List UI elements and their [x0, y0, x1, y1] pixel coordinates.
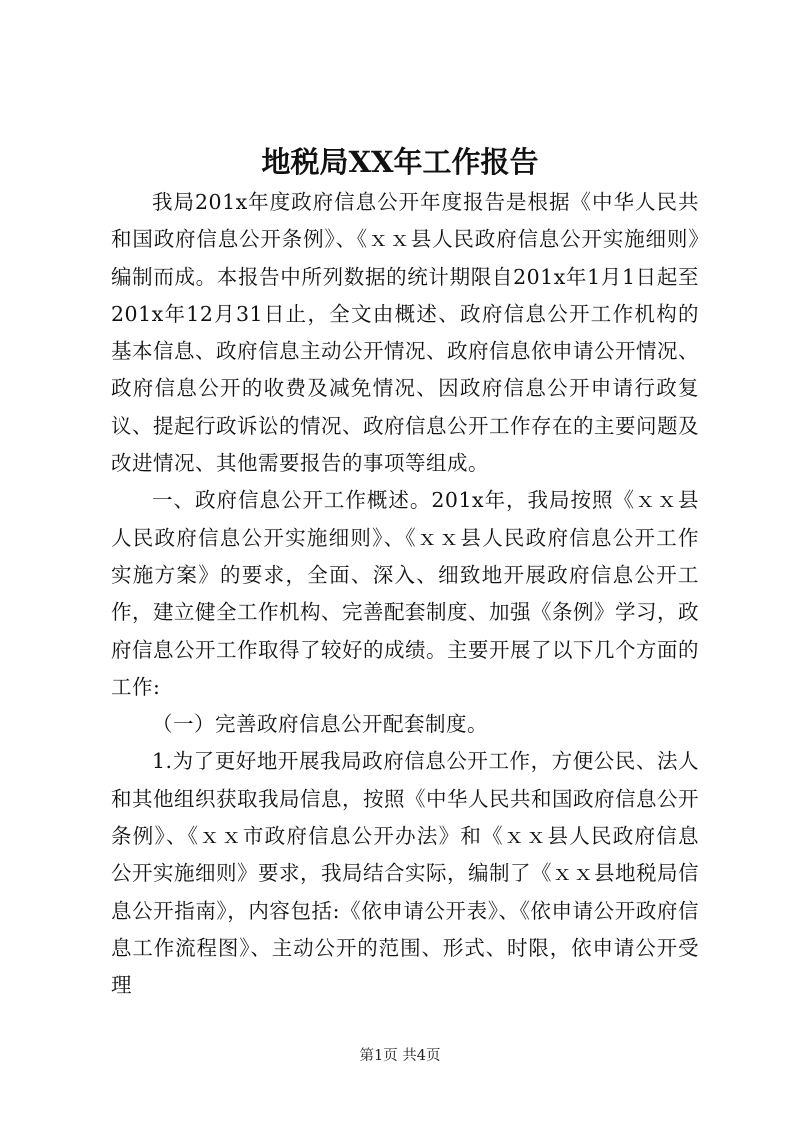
paragraph-item-one: 1.为了更好地开展我局政府信息公开工作，方便公民、法人和其他组织获取我局信息，按照《中华人民共和国政府信息公开条例》、《ｘｘ市政府信息公开办法》和《ｘｘ县人民政府信息公开实施细则》要求，我局结合实际，编制了《ｘｘ县地税局信息公开指南》，内容包括:《依申请公开表》、《依申请公开政府信息工作流程图》、主动公开的范围、形式、时限，依申请公开受理	[111, 749, 699, 998]
paragraph-intro: 我局201x年度政府信息公开年度报告是根据《中华人民共和国政府信息公开条例》、《ｘｘ县人民政府信息公开实施细则》编制而成。本报告中所列数据的统计期限自201x年1月1日起至201x年12月31日止，全文由概述、政府信息公开工作机构的基本信息、政府信息主动公开情况、政府信息依申请公开情况、政府信息公开的收费及减免情况、因政府信息公开申请行政复议、提起行政诉讼的情况、政府信息公开工作存在的主要问题及改进情况、其他需要报告的事项等组成。	[111, 190, 699, 476]
page-number-footer: 第1页 共4页	[359, 1048, 441, 1064]
paragraph-section-one: 一、政府信息公开工作概述。201x年，我局按照《ｘｘ县人民政府信息公开实施细则》、《ｘｘ县人民政府信息公开工作实施方案》的要求，全面、深入、细致地开展政府信息公开工作，建立健全工作机构、完善配套制度、加强《条例》学习，政府信息公开工作取得了较好的成绩。主要开展了以下几个方面的工作:	[111, 488, 699, 699]
paragraph-subsection-one: （一）完善政府信息公开配套制度。	[152, 712, 488, 737]
document-title: 地税局XX年工作报告	[261, 145, 539, 179]
document-body	[111, 184, 699, 1005]
